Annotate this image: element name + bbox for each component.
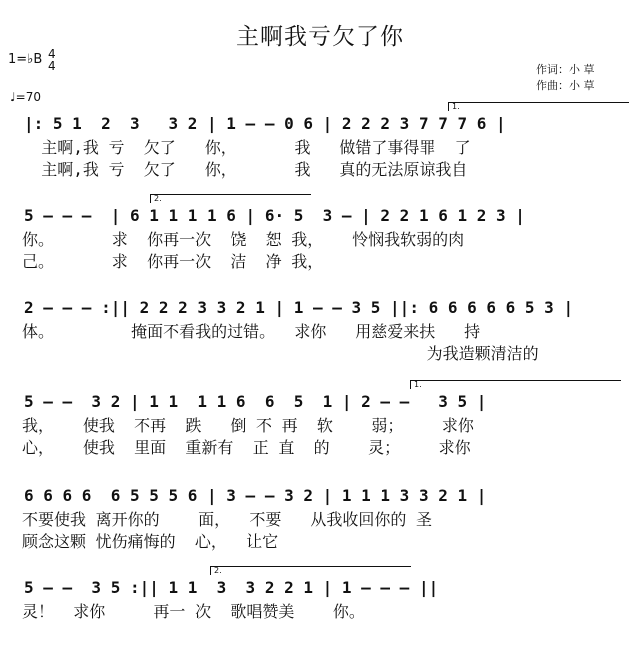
lyric-line: 我， 使我 不再 跌 倒 不 再 软 弱； 求你 xyxy=(22,416,474,435)
lyric-line: 主啊,我 亏 欠了 你， 我 真的无法原谅我自 xyxy=(22,160,468,179)
score-system xyxy=(0,380,640,464)
time-signature xyxy=(48,48,56,72)
key-prefix: 1= xyxy=(8,52,28,67)
flat-symbol: ♭ xyxy=(27,52,34,67)
volta-bracket xyxy=(448,102,629,111)
lyric-line: 为我造颗清洁的 xyxy=(22,344,539,363)
volta-label: 2. xyxy=(214,566,222,575)
volta-bracket xyxy=(410,380,621,389)
quarter-note-icon: ♩ xyxy=(10,90,16,104)
lyric-line: 主啊,我 亏 欠了 你， 我 做错了事得罪 了 xyxy=(22,138,471,157)
lyric-line: 体。 掩面不看我的过错。 求你 用慈爱来扶 持 xyxy=(22,322,481,341)
credits xyxy=(536,62,595,94)
lyric-line: 你。 求 你再一次 饶 恕 我， 怜悯我软弱的肉 xyxy=(22,230,465,249)
volta-bracket xyxy=(210,566,411,575)
score-system xyxy=(0,484,640,558)
notes-line: 6 6 6 6 6 5 5 5 6 | 3 — — 3 2 | 1 1 1 3 3 2 1 | xyxy=(24,486,487,505)
score-system xyxy=(0,566,640,650)
key-signature xyxy=(8,47,56,73)
notes-line: 5 — — 3 5 :|| 1 1 3 3 2 2 1 | 1 — — — || xyxy=(24,578,439,597)
score-system xyxy=(0,194,640,278)
composer: 作曲：小 草 xyxy=(536,79,595,92)
time-sig-bottom: 4 xyxy=(48,59,56,73)
tempo-value: =70 xyxy=(15,90,41,104)
key-note: B xyxy=(33,52,43,67)
notes-line: 5 — — 3 2 | 1 1 1 1 6 6 5 1 | 2 — — 3 5 | xyxy=(24,392,487,411)
score-system xyxy=(0,296,640,370)
lyric-line: 灵！ 求你 再一 次 歌唱赞美 你。 xyxy=(22,602,365,621)
notes-line: |: 5 1 2 3 3 2 | 1 — — 0 6 | 2 2 2 3 7 7 7 6 | xyxy=(24,114,506,133)
volta-bracket xyxy=(150,194,311,203)
volta-label: 2. xyxy=(154,194,162,203)
notes-line: 2 — — — :|| 2 2 2 3 3 2 1 | 1 — — 3 5 ||: 6 6 6 6 6 5 3 | xyxy=(24,298,574,317)
lyric-line: 顾念这颗 忧伤痛悔的 心， 让它 xyxy=(22,532,279,551)
notes-line: 5 — — — | 6 1 1 1 1 6 | 6· 5 3 — | 2 2 1 6 1 2 3 | xyxy=(24,206,525,225)
volta-label: 1. xyxy=(414,380,422,389)
time-sig-top: 4 xyxy=(48,47,56,61)
score-system xyxy=(0,102,640,186)
song-title: 主啊我亏欠了你 xyxy=(236,24,404,50)
tempo-marking xyxy=(10,90,41,104)
lyric-line: 不要使我 离开你的 面， 不要 从我收回你的 圣 xyxy=(22,510,432,529)
lyricist: 作词：小 草 xyxy=(536,63,595,76)
lyric-line: 己。 求 你再一次 洁 净 我， xyxy=(22,252,324,271)
lyric-line: 心， 使我 里面 重新有 正 直 的 灵； 求你 xyxy=(22,438,471,457)
volta-label: 1. xyxy=(452,102,460,111)
